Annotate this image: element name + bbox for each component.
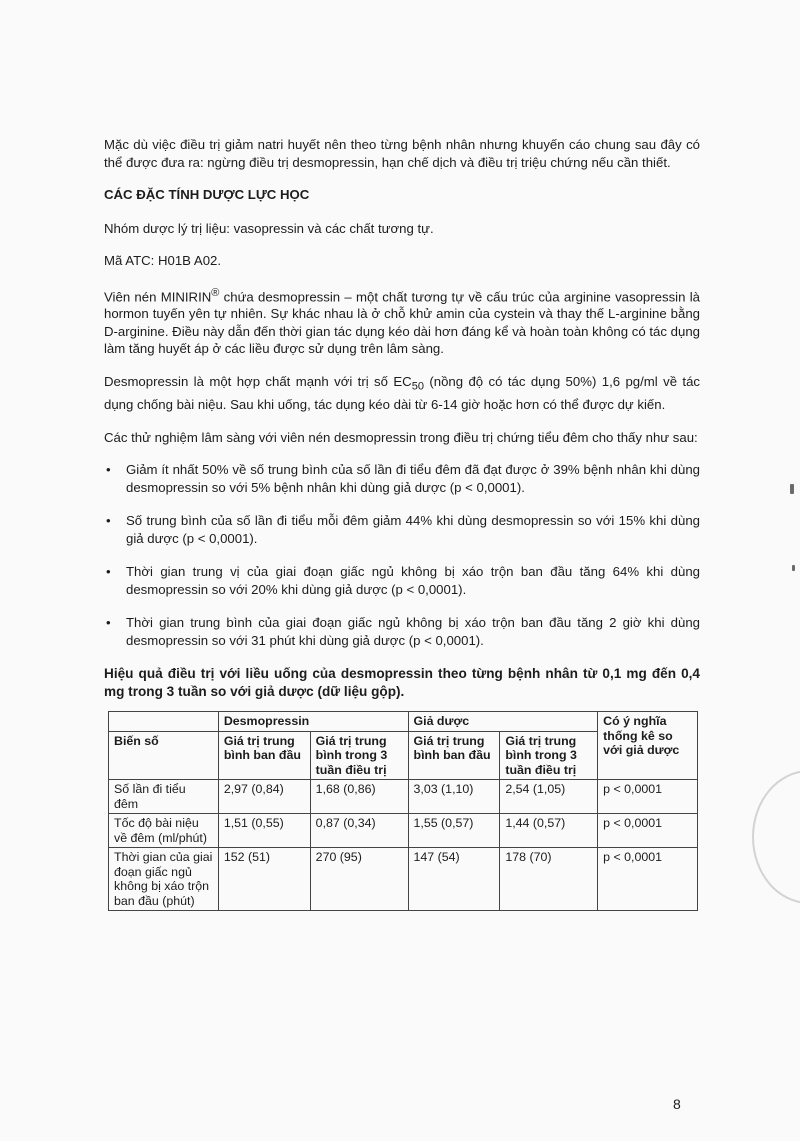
header-desmo-baseline: Giá trị trung bình ban đầu bbox=[218, 731, 310, 780]
bullet-icon: • bbox=[106, 564, 111, 580]
header-variable: Biến số bbox=[109, 731, 219, 780]
cell-desmo-baseline: 152 (51) bbox=[218, 848, 310, 911]
ec50-text-start: Desmopressin là một hợp chất mạnh với trị số EC bbox=[104, 373, 412, 389]
table-header-empty bbox=[109, 712, 219, 732]
trials-paragraph: Các thử nghiệm lâm sàng với viên nén desmopressin trong điều trị chứng tiểu đêm cho thấy như sau: bbox=[104, 429, 698, 445]
cell-desmo-week3: 1,68 (0,86) bbox=[310, 780, 408, 814]
list-item-text: Thời gian trung bình của giai đoạn giấc ngủ không bị xáo trộn ban đầu tăng 2 giờ khi dùng desmopressin so với 31 phút khi dùng giả dược (p < 0,0001). bbox=[126, 615, 700, 648]
ec50-text-rest: (nồng độ có tác dụng 50%) 1,6 pg/ml về tác dụng chống bài niệu. Sau khi uống, tác dụng kéo dài từ 6-14 giờ hoặc hơn có thể được dự kiến. bbox=[104, 373, 701, 413]
minirin-text-start: Viên nén MINIRIN bbox=[104, 288, 212, 304]
header-placebo: Giả dược bbox=[408, 712, 598, 732]
cell-desmo-baseline: 1,51 (0,55) bbox=[218, 814, 310, 848]
table-row bbox=[109, 814, 698, 848]
cell-significance: p < 0,0001 bbox=[598, 814, 698, 848]
table-row bbox=[109, 780, 698, 814]
list-item bbox=[104, 512, 700, 547]
table-row bbox=[109, 848, 698, 911]
pharm-group-paragraph: Nhóm dược lý trị liệu: vasopressin và các chất tương tự. bbox=[104, 220, 434, 236]
header-significance: Có ý nghĩa thống kê so với giả dược bbox=[598, 712, 698, 780]
header-placebo-baseline: Giá trị trung bình ban đầu bbox=[408, 731, 500, 780]
section-heading: CÁC ĐẶC TÍNH DƯỢC LỰC HỌC bbox=[104, 187, 310, 202]
page-number: 8 bbox=[673, 1096, 681, 1112]
stamp-mark bbox=[752, 770, 800, 904]
bullet-icon: • bbox=[106, 513, 111, 529]
cell-placebo-baseline: 1,55 (0,57) bbox=[408, 814, 500, 848]
list-item-text: Giảm ít nhất 50% về số trung bình của số lần đi tiểu đêm đã đạt được ở 39% bệnh nhân khi dùng desmopressin so với 5% bệnh nhân khi dùng giả dược (p < 0,0001). bbox=[126, 462, 700, 495]
header-desmopressin: Desmopressin bbox=[218, 712, 408, 732]
cell-significance: p < 0,0001 bbox=[598, 848, 698, 911]
registered-mark: ® bbox=[211, 286, 220, 299]
minirin-text-rest: chứa desmopressin – một chất tương tự về cấu trúc của arginine vasopressin là hormon tuyến yên tự nhiên. Sự khác nhau là ở chỗ khử amin của cystein và thay thế L-arginine bằng D-arginine. Điều này dẫn đến thời gian tác dụng kéo dài hơn đáng kể và hoàn toàn không có tác dụng làm tăng huyết áp ở các liều được sử dụng trên lâm sàng. bbox=[104, 288, 700, 357]
cell-placebo-week3: 1,44 (0,57) bbox=[500, 814, 598, 848]
bullet-icon: • bbox=[106, 615, 111, 631]
ec50-subscript: 50 bbox=[411, 380, 424, 393]
scan-artifact bbox=[790, 484, 794, 494]
ec50-paragraph bbox=[104, 373, 700, 414]
cell-placebo-week3: 178 (70) bbox=[500, 848, 598, 911]
list-item bbox=[104, 563, 700, 598]
table-header-row bbox=[109, 712, 698, 732]
bullet-icon: • bbox=[106, 462, 111, 478]
header-desmo-week3: Giá trị trung bình trong 3 tuần điều trị bbox=[310, 731, 408, 780]
minirin-paragraph bbox=[104, 285, 700, 358]
document-body bbox=[104, 136, 700, 911]
cell-significance: p < 0,0001 bbox=[598, 780, 698, 814]
list-item bbox=[104, 461, 700, 496]
scan-artifact bbox=[792, 565, 795, 571]
cell-placebo-week3: 2,54 (1,05) bbox=[500, 780, 598, 814]
list-item-text: Số trung bình của số lần đi tiểu mỗi đêm giảm 44% khi dùng desmopressin so với 15% khi dùng giả dược (p < 0,0001). bbox=[126, 513, 700, 546]
list-item bbox=[104, 614, 700, 649]
cell-placebo-baseline: 147 (54) bbox=[408, 848, 500, 911]
table-title: Hiệu quả điều trị với liều uống của desmopressin theo từng bệnh nhân từ 0,1 mg đến 0,4 mg trong 3 tuần so với giả dược (dữ liệu gộp). bbox=[104, 666, 700, 700]
atc-code-paragraph: Mã ATC: H01B A02. bbox=[104, 253, 222, 268]
row-label: Số lần đi tiểu đêm bbox=[109, 780, 219, 814]
row-label: Tốc độ bài niệu về đêm (ml/phút) bbox=[109, 814, 219, 848]
header-placebo-week3: Giá trị trung bình trong 3 tuần điều trị bbox=[500, 731, 598, 780]
efficacy-table bbox=[108, 711, 698, 911]
cell-placebo-baseline: 3,03 (1,10) bbox=[408, 780, 500, 814]
list-item-text: Thời gian trung vị của giai đoạn giấc ngủ không bị xáo trộn ban đầu tăng 64% khi dùng desmopressin so với 20% khi dùng giả dược (p < 0,0001). bbox=[126, 564, 700, 597]
trial-results-list bbox=[104, 461, 700, 649]
cell-desmo-week3: 270 (95) bbox=[310, 848, 408, 911]
row-label: Thời gian của giai đoạn giấc ngủ không bị xáo trộn ban đầu (phút) bbox=[109, 848, 219, 911]
cell-desmo-week3: 0,87 (0,34) bbox=[310, 814, 408, 848]
cell-desmo-baseline: 2,97 (0,84) bbox=[218, 780, 310, 814]
intro-paragraph: Mặc dù việc điều trị giảm natri huyết nên theo từng bệnh nhân nhưng khuyến cáo chung sau đây có thể được đưa ra: ngừng điều trị desmopressin, hạn chế dịch và điều trị triệu chứng nếu cần thiết. bbox=[104, 137, 700, 170]
